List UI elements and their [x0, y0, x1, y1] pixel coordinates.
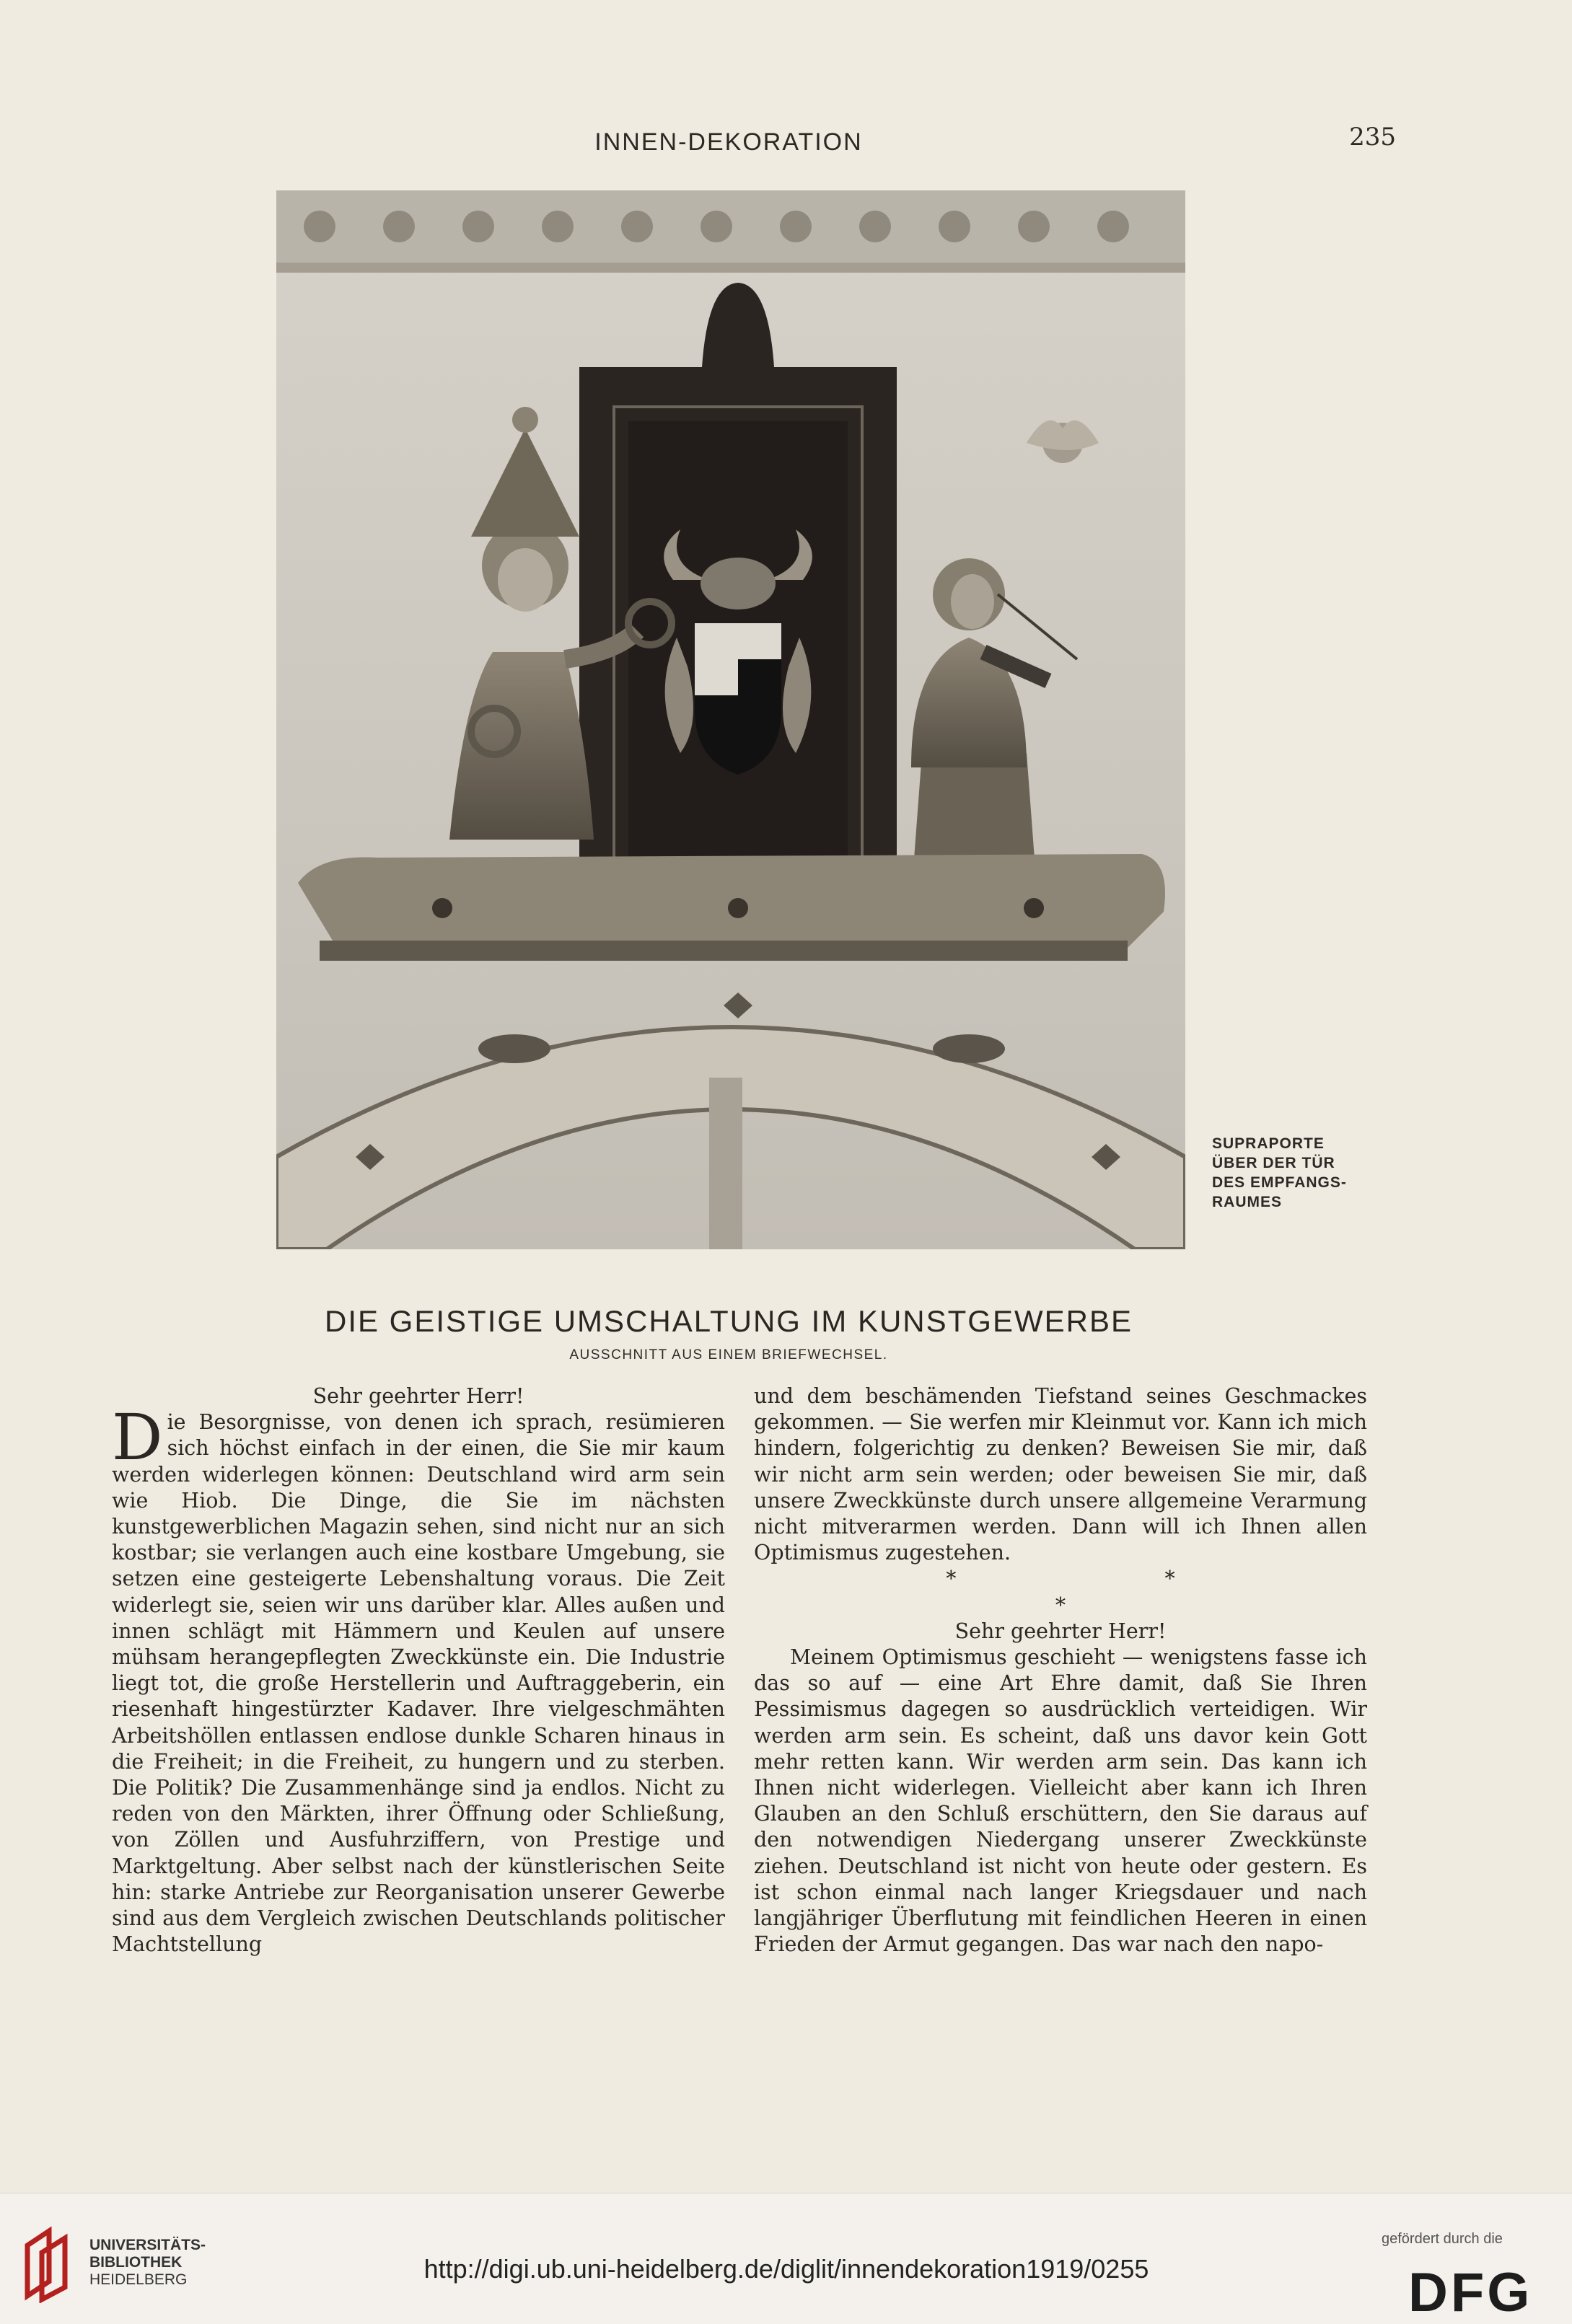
running-head: INNEN-DEKORATION [594, 128, 863, 156]
supraporte-illustration [276, 190, 1185, 1249]
salutation: Sehr geehrter Herr! [954, 1619, 1167, 1643]
dfg-logo: DFG [1408, 2262, 1533, 2323]
permalink[interactable]: http://digi.ub.uni-heidelberg.de/diglit/innendekoration1919/0255 [423, 2254, 1149, 2284]
text-column-right [754, 1383, 1367, 1958]
caption-line: RAUMES [1212, 1194, 1283, 1210]
university-library-name: UNIVERSITÄTS- BIBLIOTHEK HEIDELBERG [89, 2237, 206, 2288]
article-subtitle: AUSSCHNITT AUS EINEM BRIEFWECHSEL. [569, 1347, 888, 1363]
drop-cap: D [112, 1400, 163, 1475]
section-break-stars: * * * [946, 1567, 1276, 1617]
funding-note: gefördert durch die [1382, 2231, 1503, 2247]
page-number: 235 [1349, 123, 1396, 151]
paragraph: und dem beschämenden Tiefstand seines Geschmackes gekommen. — Sie werfen mir Kleinmut vor. Kann ich mich hindern, folgerichtig zu denken? Beweisen Sie mir, daß wir nicht arm sein werden; oder beweisen Sie mir, daß unsere Zweckkünste durch unsere allgemeine Verarmung nicht mitverarmen werden. Dann will ich Ihnen allen Optimismus zugestehen. [754, 1384, 1367, 1565]
text-column-left [112, 1383, 725, 1958]
paragraph: Meinem Optimismus geschieht — wenigstens fasse ich das so auf — eine Art Ehre damit, daß Sie Ihren Pessimismus dagegen so ausdrücklich verteidigen. Wir werden arm sein. Es scheint, daß uns davor kein Gott mehr retten kann. Wir werden arm sein. Das kann ich Ihnen nicht widerlegen. Vielleicht aber kann ich Ihren Glauben an den Schluß erschüttern, den Sie daraus auf den notwendigen Niedergang unserer Zweckkünste ziehen. Deutschland ist nicht von heute oder gestern. Es ist schon einmal nach langer Kriegsdauer und nach langjähriger Überflutung mit feindlichen Heeren in einen Frieden der Armut gegangen. Das war nach den napo- [754, 1645, 1367, 1957]
caption-line: SUPRAPORTE [1212, 1135, 1325, 1152]
paragraph [112, 1400, 725, 1958]
university-library-logo-icon [20, 2224, 81, 2303]
caption-line: DES EMPFANGS- [1212, 1174, 1347, 1191]
caption-line: ÜBER DER TÜR [1212, 1155, 1335, 1171]
supraporte-photograph [276, 190, 1185, 1249]
salutation: Sehr geehrter Herr! [312, 1384, 524, 1408]
plate-caption [1212, 1134, 1385, 1212]
digitization-footer [0, 2193, 1572, 2324]
paragraph-text: ie Besorgnisse, von denen ich sprach, resümieren sich höchst einfach in der einen, die Sie mir kaum werden widerlegen können: Deutschland wird arm sein wie Hiob. Die Dinge, die Sie im nächsten kunstgewerblichen Magazin sehen, sind nicht nur an sich kostbar; sie verlangen auch eine kostbare Umgebung, sie setzen eine gesteigerte Lebenshaltung voraus. Die Zeit widerlegt sie, seien wir uns darüber klar. Alles außen und innen schlägt mit Hämmern und Keulen auf unsere mühsam herangepflegten Zweckkünste ein. Die Industrie liegt tot, die große Herstellerin und Auftraggeberin, ein riesenhaft hingestürzter Kadaver. Ihre vielgeschmähten Arbeitshöllen entlassen endlose dunkle Scharen hinaus in die Freiheit; in die Freiheit, zu hungern und zu sterben. Die Politik? Die Zusammenhänge sind ja endlos. Nicht zu reden von den Märkten, ihrer Öffnung oder Schließung, von Zöllen und Ausfuhrziffern, von Prestige und Marktgeltung. Aber selbst nach der künstlerischen Seite hin: starke Antriebe zur Reorganisation unserer Gewerbe sind aus dem Vergleich zwischen Deutschlands politischer Machtstellung [112, 1410, 725, 1957]
article-title: DIE GEISTIGE UMSCHALTUNG IM KUNSTGEWERBE [325, 1304, 1133, 1338]
